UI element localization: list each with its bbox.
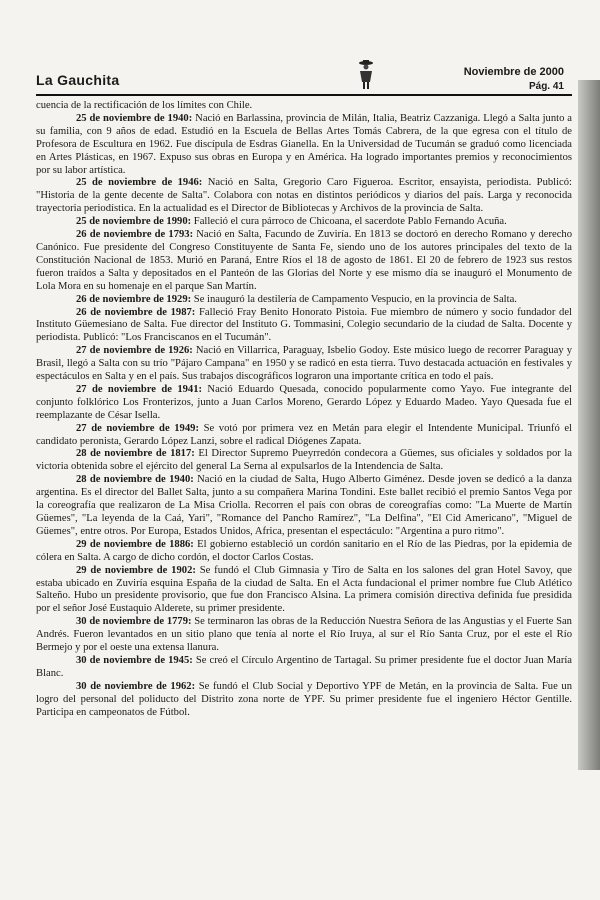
entry — [36, 474, 572, 539]
entry-date: 29 de noviembre de 1902: — [76, 564, 196, 576]
entry-date: 30 de noviembre de 1779: — [76, 616, 192, 628]
entry — [36, 448, 572, 474]
entry-text: Nació en Salta, Facundo de Zuviría. En 1813 se doctoró en derecho Romano y derecho Canónico. Fue presidente del Congreso Constituyente de Santa Fe, siendo uno de los autores principales del texto de la Constitución Nacional de 1853. Murió en Paraná, Entre Ríos el 18 de agosto de 1861. El 20 de febrero de 1923 sus restos fueron traídos a Salta y depositados en el Panteón de las Glorias del Norte y ese mismo día se inauguró el Monumento de Lola Mora en su homenaje en el parque San Martín. — [36, 229, 572, 292]
intro-line: cuencia de la rectificación de los límites con Chile. — [36, 100, 253, 111]
entry-date: 30 de noviembre de 1962: — [76, 680, 196, 692]
gaucho-icon — [356, 58, 376, 90]
article-body — [36, 100, 572, 720]
entry-text: Se creó el Círculo Argentino de Tartagal. Su primer presidente fue el doctor Juan María Blanc. — [36, 654, 573, 679]
entry — [36, 565, 572, 617]
entry — [36, 345, 572, 384]
entry-list — [36, 113, 572, 720]
issue-date: Noviembre de 2000 — [463, 66, 564, 78]
entry — [36, 384, 572, 423]
entry-date: 28 de noviembre de 1940: — [76, 474, 194, 486]
entry-text: Se terminaron las obras de la Reducción Nuestra Señora de las Angustias y el Fuerte San Andrés. Fueron levantados en un sitio plano que tenía al norte el Río Iruya, al sur el Río Santa Cruz, por el este el Río Bermejo y por el oeste una extensa llanura. — [36, 616, 572, 654]
entry-date: 27 de noviembre de 1926: — [76, 345, 193, 357]
entry-text: Se fundó el Club Gimnasia y Tiro de Salta en los salones del gran Hotel Savoy, que estaba ubicado en Zuviría esquina España de la ciudad de Salta. En el Acta fundacional el primer nombre fue Club Atlético Salteño. Hubo un presidente provisorio, que fue don Francisco Alsina. La primera comisión directiva definida fue presidida por el señor José Eustaquio Alderete, su primer presidente. — [36, 564, 572, 615]
entry-text: El gobierno estableció un cordón sanitario en el Río de las Piedras, por la epidemia de cólera en Salta. A cargo de dicho cordón, el doctor Carlos Costas. — [36, 538, 573, 563]
entry-date: 26 de noviembre de 1793: — [76, 229, 194, 241]
entry-date: 25 de noviembre de 1940: — [76, 112, 193, 124]
entry-text: Falleció Fray Benito Honorato Pistoia. Fue miembro de número y socio fundador del Instituto Güemesiano de Salta. Fue director del Instituto G. Tommasini, Colegio secundario de la ciudad de Salta. Docente y periodista. Publicó: "Los Franciscanos en el Tucumán". — [36, 306, 572, 344]
entry-text: Se fundó el Club Social y Deportivo YPF de Metán, en la provincia de Salta. Fue un logro del personal del poliducto del Distrito zona norte de YPF. Su primer presidente fue el ingeniero Héctor Gentille. Participa en campeonatos de Fútbol. — [36, 680, 573, 718]
entry-date: 25 de noviembre de 1990: — [76, 216, 192, 228]
entry-date: 26 de noviembre de 1987: — [76, 306, 196, 318]
entry-text: Nació en Salta, Gregorio Caro Figueroa. Escritor, ensayista, periodista. Publicó: "Historia de la gente decente de Salta". Colabora con notas en distintos periódicos y diarios del país. Larga y reconocida trayectoria periodística. En la actualidad es el Director de Bibliotecas y Archivos de la provincia de Salta. — [36, 177, 572, 215]
entry-text: Se votó por primera vez en Metán para elegir el Intendente Municipal. Triunfó el candidato peronista, Gerardo López Lanzi, sobre el radical Diógenes Zapata. — [36, 422, 572, 447]
header-rule — [36, 94, 572, 96]
page-number: Pág. 41 — [528, 81, 564, 92]
entry-date: 28 de noviembre de 1817: — [76, 448, 195, 460]
entry-text: El Director Supremo Pueyrredón condecora a Güemes, sus oficiales y soldados por la victoria obtenida sobre el ejército del general La Serna al expulsarlos de la Intendencia de Salta. — [36, 448, 572, 473]
entry — [36, 616, 572, 655]
entry-text: Nació en Villarrica, Paraguay, Isbelio Godoy. Este músico luego de recorrer Paraguay y Brasil, llegó a Salta con su trío "Pájaro Campana" en 1950 y se radicó en esta tierra. Tuvo destacada actuación en festivales y espectáculos en Salta y en el país. Sus trabajos discográficos lograron una importante crítica en todo el país. — [36, 345, 572, 383]
entry-text: Nació en Barlassina, provincia de Milán, Italia, Beatriz Cazzaniga. Llegó a Salta junto a su familia, con 9 años de edad. Estudió en la Escuela de Bellas Artes Tomás Cabrera, de la que egresa con el título de Profesora de Escultura en 1962. Fue discípula de Esdras Gianella. En la Universidad de Tucumán se graduó como licenciada en Artes Plásticas, en 1967. Expuso sus obras en Europa y en América. Ha logrado importantes premios y reconocimientos por su labor artística. — [36, 112, 572, 176]
entry-text: Falleció el cura párroco de Chicoana, el sacerdote Pablo Fernando Acuña. — [191, 216, 507, 228]
entry-date: 26 de noviembre de 1929: — [76, 293, 192, 305]
page-edge-shadow — [578, 80, 600, 770]
entry-date: 27 de noviembre de 1941: — [76, 383, 203, 395]
entry — [36, 216, 572, 229]
entry-date: 25 de noviembre de 1946: — [76, 177, 203, 189]
page-header — [36, 58, 572, 100]
entry-date: 30 de noviembre de 1945: — [76, 654, 193, 666]
entry — [36, 655, 572, 681]
entry — [36, 229, 572, 294]
entry — [36, 177, 572, 216]
entry — [36, 423, 572, 449]
entry-text: Nació en la ciudad de Salta, Hugo Alberto Giménez. Desde joven se dedicó a la danza argentina. Es el director del Ballet Salta, junto a su compañera Marina Tondini. Este ballet recibió el premio Santos Vega por la coreografía que realizaron de La Misa Criolla. Recorren el país con obras de coreografías como: "La Muerte de Martín Güemes", "La leyenda de la Caá, Yari", "Romance del Pancho Ramírez", "La Delfina", "El Cid Americano", "Miguel de Güemes", entre otros. Por Europa, Estados Unidos, Africa, presentan el espectáculo: "Argentina a puro ritmo". — [36, 474, 572, 537]
entry — [36, 307, 572, 346]
entry — [36, 113, 572, 178]
publication-title: La Gauchita — [36, 72, 120, 88]
entry — [36, 681, 572, 720]
entry-date: 27 de noviembre de 1949: — [76, 422, 199, 434]
entry-text: Nació Eduardo Quesada, conocido popularmente como Yayo. Fue integrante del conjunto folklórico Los Fronterizos, junto a Juan Carlos Moreno, Gerardo López y Eduardo Madeo. Yayo Quesada fue el reemplazante de César Isella. — [36, 383, 572, 421]
entry-date: 29 de noviembre de 1886: — [76, 538, 194, 550]
entry — [36, 539, 572, 565]
entry — [36, 294, 572, 307]
entry-text: Se inauguró la destilería de Campamento Vespucio, en la provincia de Salta. — [191, 293, 517, 305]
